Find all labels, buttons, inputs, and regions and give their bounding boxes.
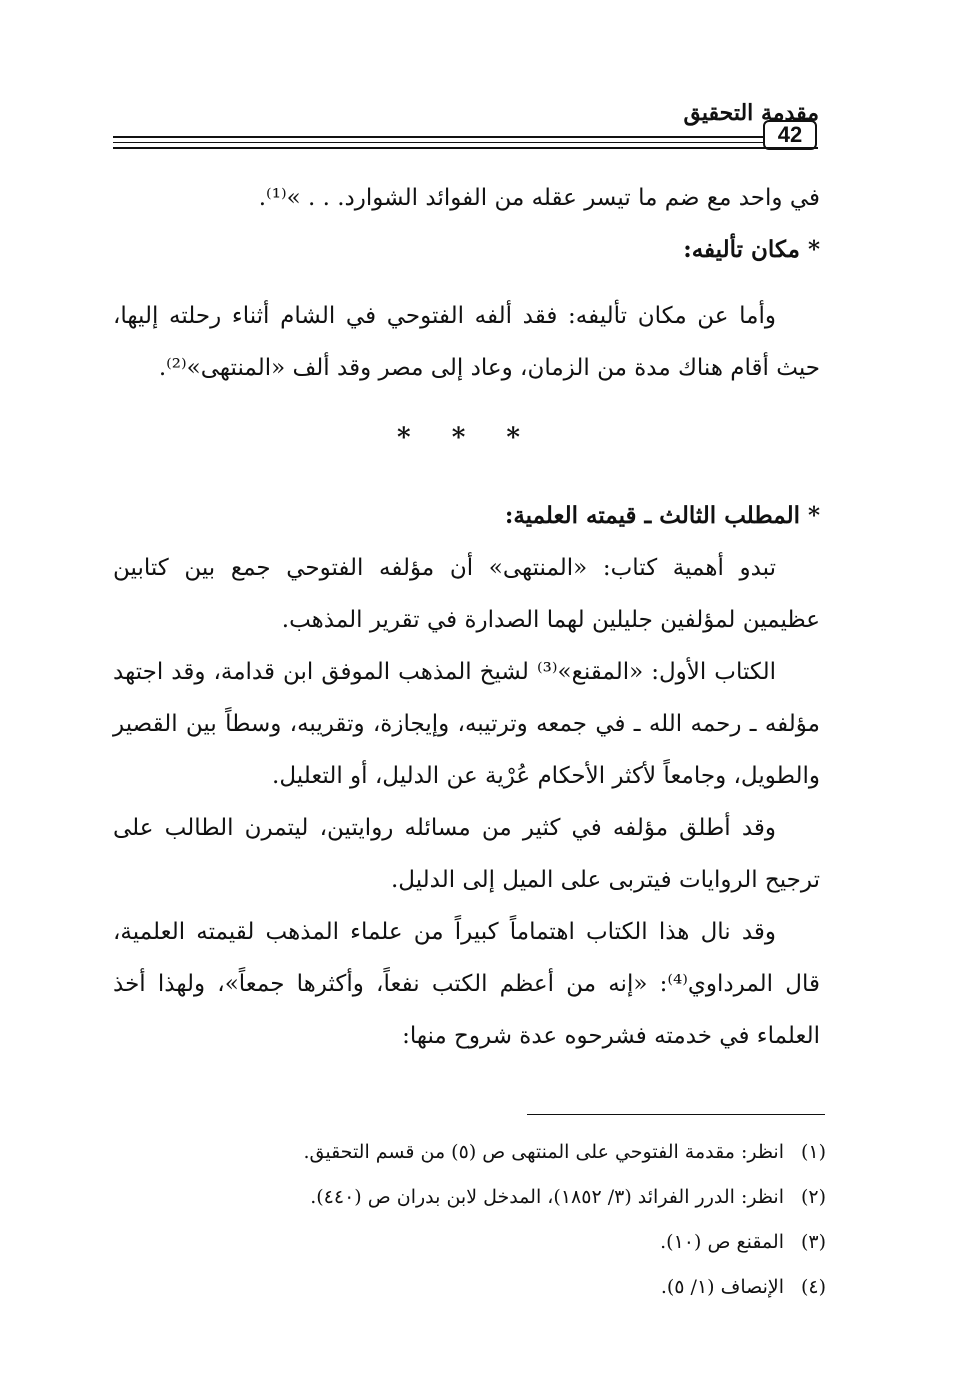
footnote-text: انظر: الدرر الفرائد (٣/ ١٨٥٢)، المدخل لابن بدران ص (٤٤٠).: [310, 1186, 784, 1208]
paragraph: الكتاب الأول: «المقنع»⁽³⁾ لشيخ المذهب الموفق ابن قدامة، وقد اجتهد مؤلفه ـ رحمه الله ـ في جمعه وترتيبه، وإيجازة، وتقريبه، وسطاً بين القصير والطويل، وجامعاً لأكثر الأحكام عُرْية عن الدليل، أو التعليل.: [113, 659, 820, 789]
section-heading: * المطلب الثالث ـ قيمته العلمية:: [504, 502, 820, 529]
footnote-number: (٣): [800, 1231, 826, 1253]
footnote-item: [113, 1175, 826, 1220]
paragraph: تبدو أهمية كتاب: «المنتهى» أن مؤلفه الفتوحي جمع بين كتابين عظيمين لمؤلفين جليلين لهما الصدارة في تقرير المذهب.: [113, 555, 820, 633]
header-rule: [113, 142, 763, 143]
footnotes: [113, 1130, 826, 1310]
paragraph: في واحد مع ضم ما تيسر عقله من الفوائد الشوارد. . . »⁽¹⁾.: [258, 185, 820, 211]
footnote-separator: [527, 1114, 825, 1115]
footnote-text: المقنع ص (١٠).: [660, 1231, 784, 1253]
paragraph: وقد نال هذا الكتاب اهتماماً كبيراً من علماء المذهب لقيمته العلمية، قال المرداوي⁽⁴⁾: «إنه من أعظم الكتب نفعاً، وأكثرها جمعاً»، ولهذا أخذ العلماء في خدمته فشرحوه عدة شروح منها:: [113, 919, 820, 1049]
footnote-number: (٢): [800, 1186, 826, 1208]
running-header-title: مقدمة التحقيق: [683, 100, 819, 126]
footnote-item: [113, 1220, 826, 1265]
paragraph: وقد أطلق مؤلفه في كثير من مسائله روايتين، ليتمرن الطالب على ترجيح الروايات فيتربى على الميل إلى الدليل.: [113, 815, 820, 893]
footnote-number: (١): [800, 1141, 826, 1163]
page-number-box: 42: [763, 120, 817, 150]
footnote-text: انظر: مقدمة الفتوحي على المنتهى ص (٥) من قسم التحقيق.: [303, 1141, 784, 1163]
footnote-text: الإنصاف (١/ ٥).: [660, 1276, 784, 1298]
header-rule: [113, 136, 763, 138]
paragraph: وأما عن مكان تأليفه: فقد ألفه الفتوحي في الشام أثناء رحلته إليها، حيث أقام هناك مدة من الزمان، وعاد إلى مصر وقد ألف «المنتهى»⁽²⁾.: [113, 303, 820, 381]
footnote-number: (٤): [800, 1276, 826, 1298]
section-heading: * مكان تأليفه:: [683, 236, 820, 263]
footnote-item: [113, 1265, 826, 1310]
footnote-item: [113, 1130, 826, 1175]
header-rule: [113, 147, 818, 149]
main-text: [113, 172, 820, 1062]
section-separator: * * *: [397, 423, 536, 453]
